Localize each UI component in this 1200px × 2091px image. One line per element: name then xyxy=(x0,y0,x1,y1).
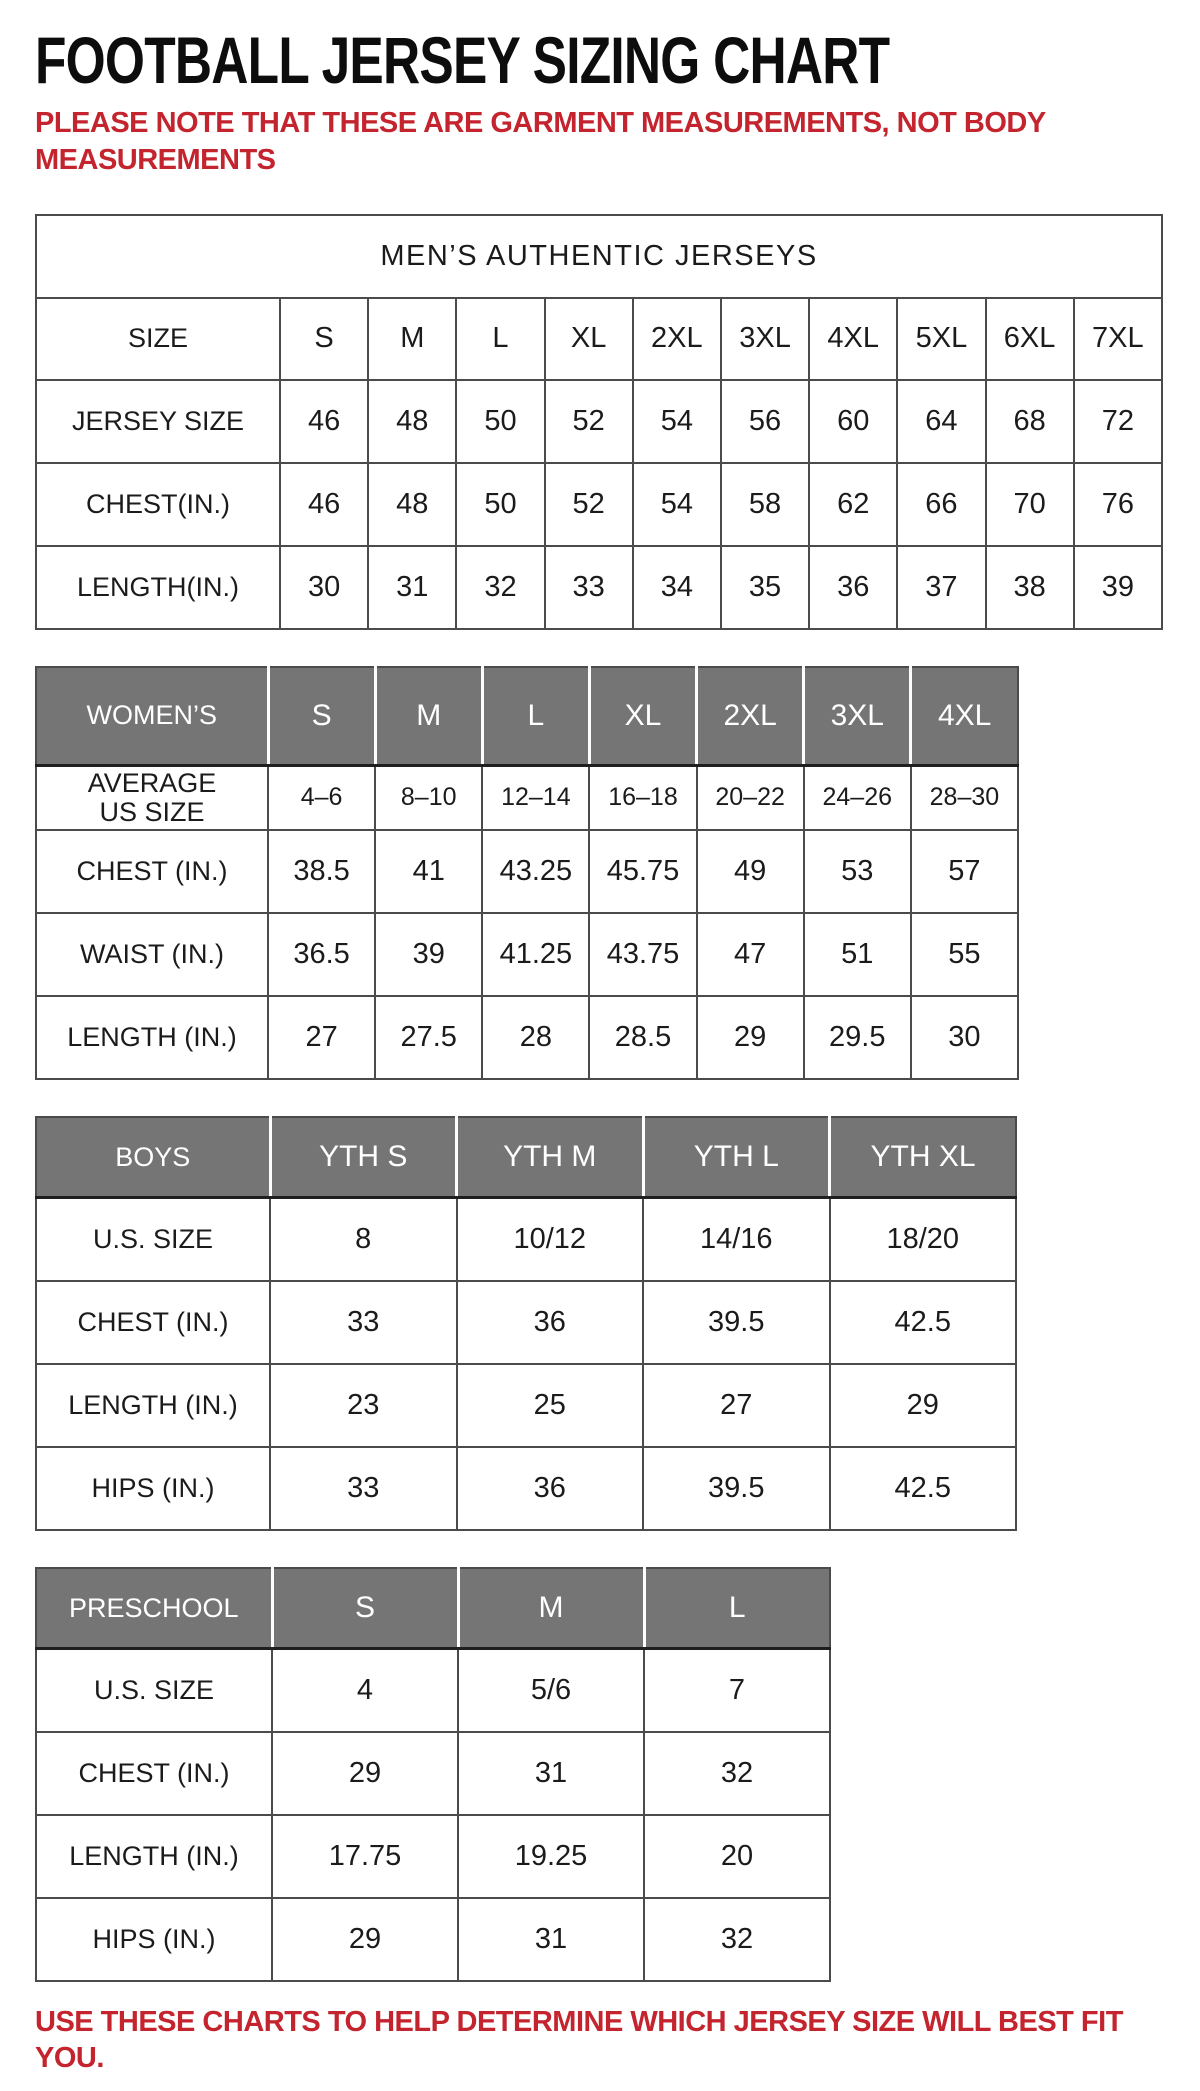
size-header-cell: 4XL xyxy=(911,667,1018,766)
value-cell: 39 xyxy=(1074,546,1162,629)
value-cell: 45.75 xyxy=(589,830,696,913)
value-cell: 43.75 xyxy=(589,913,696,996)
value-cell: 58 xyxy=(721,463,809,546)
value-cell: 50 xyxy=(456,463,544,546)
size-header-cell: YTH L xyxy=(643,1117,830,1198)
value-cell: 17.75 xyxy=(272,1815,458,1898)
value-cell: 51 xyxy=(804,913,911,996)
row-label: LENGTH (IN.) xyxy=(36,996,268,1079)
value-cell: 7 xyxy=(644,1649,830,1733)
size-header-cell: 2XL xyxy=(633,298,721,380)
preschool-sizing-table xyxy=(35,1567,831,1982)
value-cell: 39.5 xyxy=(643,1281,830,1364)
value-cell: 60 xyxy=(809,380,897,463)
value-cell: 27.5 xyxy=(375,996,482,1079)
mens-authentic-jerseys-table xyxy=(35,214,1163,630)
size-header-cell: L xyxy=(644,1568,830,1649)
value-cell: 29.5 xyxy=(804,996,911,1079)
row-label: HIPS (IN.) xyxy=(36,1447,270,1530)
row-label: JERSEY SIZE xyxy=(36,380,280,463)
value-cell: 5/6 xyxy=(458,1649,644,1733)
footer-note: USE THESE CHARTS TO HELP DETERMINE WHICH JERSEY SIZE WILL BEST FIT YOU. xyxy=(35,2006,1123,2075)
value-cell: 54 xyxy=(633,463,721,546)
value-cell: 10/12 xyxy=(457,1198,644,1282)
table-banner: MEN’S AUTHENTIC JERSEYS xyxy=(36,215,1162,298)
note-line-2: MEASUREMENTS xyxy=(35,143,276,176)
note-line-1: PLEASE NOTE THAT THESE ARE GARMENT MEASUREMENTS, NOT BODY xyxy=(35,107,1046,140)
value-cell: 31 xyxy=(368,546,456,629)
row-label: U.S. SIZE xyxy=(36,1649,272,1733)
size-header-cell: YTH S xyxy=(270,1117,457,1198)
value-cell: 20 xyxy=(644,1815,830,1898)
size-header-cell: YTH XL xyxy=(830,1117,1017,1198)
row-label: CHEST (IN.) xyxy=(36,1281,270,1364)
value-cell: 42.5 xyxy=(830,1447,1017,1530)
size-header-cell: 5XL xyxy=(897,298,985,380)
value-cell: 53 xyxy=(804,830,911,913)
size-header-cell: S xyxy=(268,667,375,766)
size-header-cell: 6XL xyxy=(986,298,1074,380)
size-header-cell: L xyxy=(456,298,544,380)
value-cell: 46 xyxy=(280,463,368,546)
value-cell: 70 xyxy=(986,463,1074,546)
size-header-cell: 3XL xyxy=(804,667,911,766)
value-cell: 30 xyxy=(911,996,1018,1079)
value-cell: 52 xyxy=(545,380,633,463)
value-cell: 31 xyxy=(458,1898,644,1981)
value-cell: 31 xyxy=(458,1732,644,1815)
size-header-cell: 2XL xyxy=(697,667,804,766)
value-cell: 36 xyxy=(457,1447,644,1530)
value-cell: 14/16 xyxy=(643,1198,830,1282)
header-label: PRESCHOOL xyxy=(36,1568,272,1649)
value-cell: 42.5 xyxy=(830,1281,1017,1364)
row-label: LENGTH(IN.) xyxy=(36,546,280,629)
size-header-cell: L xyxy=(482,667,589,766)
value-cell: 29 xyxy=(272,1732,458,1815)
value-cell: 49 xyxy=(697,830,804,913)
value-cell: 4 xyxy=(272,1649,458,1733)
garment-measurement-note xyxy=(35,105,1170,178)
row-label: CHEST (IN.) xyxy=(36,830,268,913)
value-cell: 33 xyxy=(270,1447,457,1530)
value-cell: 48 xyxy=(368,463,456,546)
row-label: U.S. SIZE xyxy=(36,1198,270,1282)
value-cell: 29 xyxy=(697,996,804,1079)
value-cell: 39.5 xyxy=(643,1447,830,1530)
value-cell: 36 xyxy=(809,546,897,629)
value-cell: 28 xyxy=(482,996,589,1079)
value-cell: 54 xyxy=(633,380,721,463)
value-cell: 41 xyxy=(375,830,482,913)
value-cell: 32 xyxy=(644,1898,830,1981)
page-title: FOOTBALL JERSEY SIZING CHART xyxy=(35,23,890,97)
value-cell: 43.25 xyxy=(482,830,589,913)
value-cell: 24–26 xyxy=(804,765,911,830)
value-cell: 23 xyxy=(270,1364,457,1447)
value-cell: 29 xyxy=(272,1898,458,1981)
value-cell: 62 xyxy=(809,463,897,546)
value-cell: 64 xyxy=(897,380,985,463)
value-cell: 35 xyxy=(721,546,809,629)
size-header-cell: XL xyxy=(545,298,633,380)
row-label: CHEST (IN.) xyxy=(36,1732,272,1815)
value-cell: 37 xyxy=(897,546,985,629)
value-cell: 47 xyxy=(697,913,804,996)
size-header-cell: YTH M xyxy=(457,1117,644,1198)
value-cell: 55 xyxy=(911,913,1018,996)
value-cell: 8 xyxy=(270,1198,457,1282)
value-cell: 48 xyxy=(368,380,456,463)
row-label: CHEST(IN.) xyxy=(36,463,280,546)
value-cell: 27 xyxy=(643,1364,830,1447)
value-cell: 41.25 xyxy=(482,913,589,996)
row-label: AVERAGE US SIZE xyxy=(36,765,268,830)
value-cell: 76 xyxy=(1074,463,1162,546)
size-header-cell: M xyxy=(375,667,482,766)
size-header-cell: 4XL xyxy=(809,298,897,380)
value-cell: 8–10 xyxy=(375,765,482,830)
value-cell: 33 xyxy=(545,546,633,629)
value-cell: 38 xyxy=(986,546,1074,629)
value-cell: 28–30 xyxy=(911,765,1018,830)
size-header-cell: 7XL xyxy=(1074,298,1162,380)
value-cell: 19.25 xyxy=(458,1815,644,1898)
value-cell: 4–6 xyxy=(268,765,375,830)
row-label: WAIST (IN.) xyxy=(36,913,268,996)
header-label: WOMEN’S xyxy=(36,667,268,766)
value-cell: 20–22 xyxy=(697,765,804,830)
value-cell: 28.5 xyxy=(589,996,696,1079)
value-cell: 16–18 xyxy=(589,765,696,830)
value-cell: 33 xyxy=(270,1281,457,1364)
value-cell: 38.5 xyxy=(268,830,375,913)
header-label: SIZE xyxy=(36,298,280,380)
row-label: LENGTH (IN.) xyxy=(36,1815,272,1898)
row-label: HIPS (IN.) xyxy=(36,1898,272,1981)
value-cell: 30 xyxy=(280,546,368,629)
header-label: BOYS xyxy=(36,1117,270,1198)
womens-sizing-table xyxy=(35,666,1019,1080)
size-header-cell: S xyxy=(280,298,368,380)
value-cell: 34 xyxy=(633,546,721,629)
value-cell: 32 xyxy=(456,546,544,629)
value-cell: 39 xyxy=(375,913,482,996)
value-cell: 18/20 xyxy=(830,1198,1017,1282)
value-cell: 72 xyxy=(1074,380,1162,463)
size-header-cell: 3XL xyxy=(721,298,809,380)
value-cell: 25 xyxy=(457,1364,644,1447)
value-cell: 36 xyxy=(457,1281,644,1364)
value-cell: 32 xyxy=(644,1732,830,1815)
value-cell: 66 xyxy=(897,463,985,546)
size-header-cell: M xyxy=(458,1568,644,1649)
value-cell: 12–14 xyxy=(482,765,589,830)
value-cell: 29 xyxy=(830,1364,1017,1447)
size-header-cell: XL xyxy=(589,667,696,766)
value-cell: 27 xyxy=(268,996,375,1079)
size-header-cell: S xyxy=(272,1568,458,1649)
row-label: LENGTH (IN.) xyxy=(36,1364,270,1447)
value-cell: 46 xyxy=(280,380,368,463)
value-cell: 68 xyxy=(986,380,1074,463)
value-cell: 57 xyxy=(911,830,1018,913)
value-cell: 56 xyxy=(721,380,809,463)
size-header-cell: M xyxy=(368,298,456,380)
value-cell: 50 xyxy=(456,380,544,463)
value-cell: 52 xyxy=(545,463,633,546)
boys-sizing-table xyxy=(35,1116,1017,1531)
value-cell: 36.5 xyxy=(268,913,375,996)
